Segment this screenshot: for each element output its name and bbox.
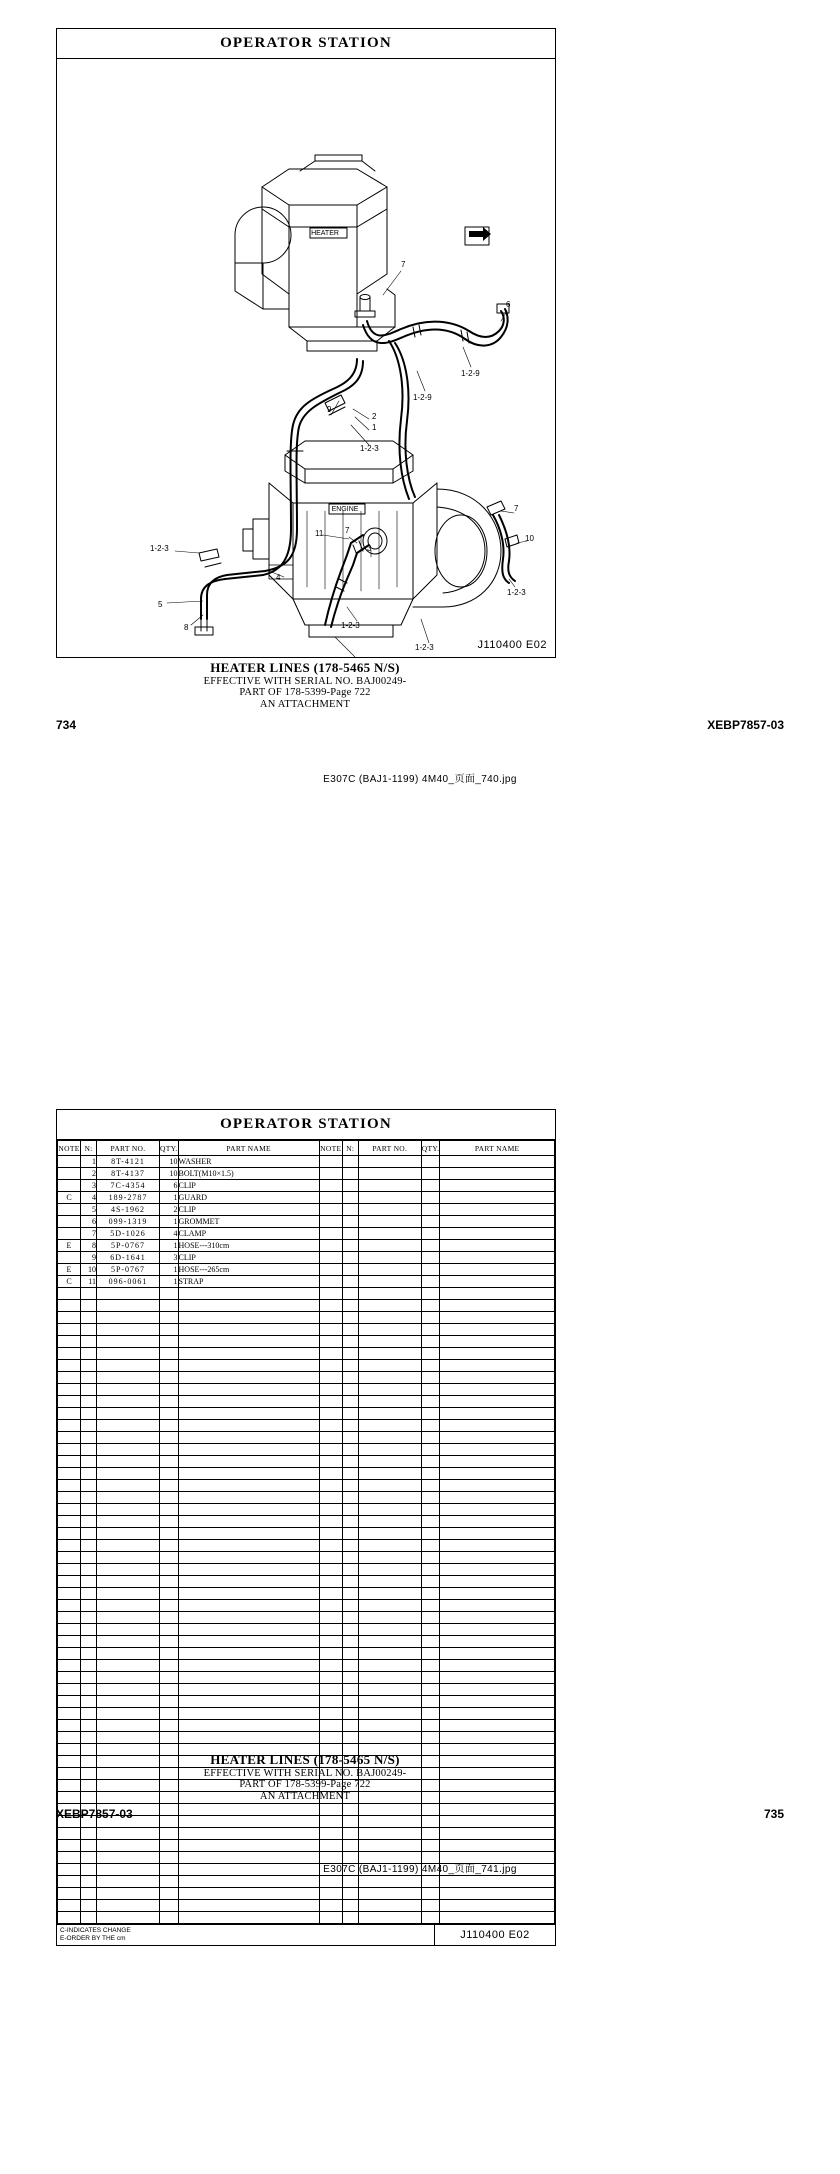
scan-filename-reference-2: E307C (BAJ1-1199) 4M40_页面_741.jpg [323, 1864, 517, 1875]
document-number-2: XEBP7857-03 [56, 1807, 133, 1821]
cell-part-name-r [440, 1192, 555, 1204]
table-row-empty [58, 1408, 555, 1420]
table-row-empty [58, 1288, 555, 1300]
header-qty-left: QTY. [160, 1141, 179, 1156]
table-row-empty [58, 1324, 555, 1336]
catalog-page-734 [0, 0, 840, 1085]
callout-1-2-9a: 1-2-9 [461, 369, 480, 378]
cell-n-r [342, 1168, 358, 1180]
footnotes [57, 1925, 435, 1945]
table-row-empty [58, 1348, 555, 1360]
cell-n-r [342, 1240, 358, 1252]
cell-qty: 10 [160, 1156, 179, 1168]
cell-qty: 1 [160, 1192, 179, 1204]
cell-part-name-r [440, 1240, 555, 1252]
table-row-empty [58, 1576, 555, 1588]
cell-note-r [319, 1276, 342, 1288]
callout-4: 4 [276, 573, 281, 582]
header-partno-left: PART NO. [97, 1141, 160, 1156]
catalog-page-735 [0, 1085, 840, 2174]
callout-1-2-3e: 1-2-3 [415, 643, 434, 652]
table-row-empty [58, 1420, 555, 1432]
callout-7a: 7 [401, 260, 406, 269]
cell-qty: 10 [160, 1168, 179, 1180]
table-row-empty [58, 1456, 555, 1468]
cell-part-no-r [358, 1216, 421, 1228]
cell-part-no: 7C-4354 [97, 1180, 160, 1192]
drawing-area [57, 59, 555, 657]
cell-qty: 3 [160, 1252, 179, 1264]
table-row-empty [58, 1504, 555, 1516]
cell-qty: 6 [160, 1180, 179, 1192]
callout-8: 8 [184, 623, 189, 632]
callout-1-2-3c: 1-2-3 [507, 588, 526, 597]
table-row-empty [58, 1528, 555, 1540]
table-row-empty [58, 1552, 555, 1564]
cell-part-name-r [440, 1204, 555, 1216]
cell-note [58, 1204, 81, 1216]
table-row-empty [58, 1312, 555, 1324]
table-row [58, 1192, 555, 1204]
cell-qty-r [421, 1252, 440, 1264]
table-row-empty [58, 1564, 555, 1576]
cell-part-name: CLAMP [178, 1228, 319, 1240]
page-number-2: 735 [763, 1807, 784, 1821]
cell-note [58, 1168, 81, 1180]
header-partno-right: PART NO. [358, 1141, 421, 1156]
header-partname-left: PART NAME [178, 1141, 319, 1156]
cell-note-r [319, 1228, 342, 1240]
cell-qty-r [421, 1180, 440, 1192]
cell-part-name-r [440, 1216, 555, 1228]
cell-n-r [342, 1204, 358, 1216]
cell-qty-r [421, 1264, 440, 1276]
cell-note: E [58, 1240, 81, 1252]
heater-label: HEATER [311, 230, 339, 237]
cell-n: 10 [81, 1264, 97, 1276]
cell-part-name: GROMMET [178, 1216, 319, 1228]
header-qty-right: QTY. [421, 1141, 440, 1156]
table-header-row [58, 1141, 555, 1156]
cell-n: 4 [81, 1192, 97, 1204]
cell-note: E [58, 1264, 81, 1276]
table-row-empty [58, 1384, 555, 1396]
cell-n-r [342, 1264, 358, 1276]
cell-n: 3 [81, 1180, 97, 1192]
cell-n: 8 [81, 1240, 97, 1252]
callout-3: 3 [367, 544, 372, 553]
cell-note-r [319, 1204, 342, 1216]
table-row [58, 1276, 555, 1288]
table-row-empty [58, 1588, 555, 1600]
table-row [58, 1204, 555, 1216]
callout-1-2-9b: 1-2-9 [413, 393, 432, 402]
cell-n-r [342, 1180, 358, 1192]
cell-part-no: 099-1319 [97, 1216, 160, 1228]
cell-part-no-r [358, 1240, 421, 1252]
cell-qty-r [421, 1204, 440, 1216]
figure-caption-2 [56, 1753, 554, 1803]
header-partname-right: PART NAME [440, 1141, 555, 1156]
caption-line-3: PART OF 178-5399-Page 722 [239, 687, 371, 699]
caption2-line-2: EFFECTIVE WITH SERIAL NO. BAJ00249- [203, 1767, 407, 1779]
scan-filename-reference: E307C (BAJ1-1199) 4M40_页面_740.jpg [323, 774, 517, 785]
cell-part-name: HOSE---265cm [178, 1264, 319, 1276]
page-number: 734 [56, 718, 77, 732]
diagram-frame [56, 28, 556, 658]
callout-1: 1 [372, 423, 377, 432]
table-row [58, 1240, 555, 1252]
cell-qty: 1 [160, 1264, 179, 1276]
cell-part-name-r [440, 1168, 555, 1180]
callout-10: 10 [525, 534, 534, 543]
table-row-empty [58, 1708, 555, 1720]
footnote-line-1: C-INDICATES CHANGE [60, 1927, 131, 1934]
table-row [58, 1228, 555, 1240]
cell-note-r [319, 1252, 342, 1264]
callout-6: 6 [506, 300, 511, 309]
cell-n: 2 [81, 1168, 97, 1180]
table-row [58, 1216, 555, 1228]
table-row [58, 1168, 555, 1180]
table-row [58, 1252, 555, 1264]
cell-part-name-r [440, 1276, 555, 1288]
cell-n-r [342, 1192, 358, 1204]
cell-part-no: 4S-1962 [97, 1204, 160, 1216]
cell-part-no-r [358, 1252, 421, 1264]
cell-n-r [342, 1252, 358, 1264]
cell-part-no: 096-0061 [97, 1276, 160, 1288]
cell-note [58, 1228, 81, 1240]
cell-qty-r [421, 1168, 440, 1180]
footnote-line-2: E-ORDER BY THE cm [60, 1935, 126, 1943]
drawing-code-2: J110400 E02 [460, 1929, 530, 1941]
table-row-empty [58, 1612, 555, 1624]
table-row-empty [58, 1336, 555, 1348]
cell-part-name: GUARD [178, 1192, 319, 1204]
callout-1-2-3a: 1-2-3 [360, 444, 379, 453]
table-row-empty [58, 1600, 555, 1612]
cell-note-r [319, 1264, 342, 1276]
cell-n: 11 [81, 1276, 97, 1288]
cell-qty: 1 [160, 1240, 179, 1252]
cell-part-name: STRAP [178, 1276, 319, 1288]
cell-note [58, 1156, 81, 1168]
callout-1-2-3b: 1-2-3 [150, 544, 169, 553]
table-row-empty [58, 1876, 555, 1888]
cell-n-r [342, 1228, 358, 1240]
cell-qty: 1 [160, 1216, 179, 1228]
callout-11: 11 [315, 529, 324, 538]
cell-qty-r [421, 1228, 440, 1240]
cell-n-r [342, 1156, 358, 1168]
cell-part-no-r [358, 1276, 421, 1288]
cell-part-name-r [440, 1228, 555, 1240]
cell-part-name-r [440, 1264, 555, 1276]
cell-part-no-r [358, 1192, 421, 1204]
cell-part-no-r [358, 1180, 421, 1192]
cell-n-r [342, 1276, 358, 1288]
cell-part-no: 189-2787 [97, 1192, 160, 1204]
cell-part-name: HOSE---310cm [178, 1240, 319, 1252]
cell-note-r [319, 1168, 342, 1180]
table-row-empty [58, 1840, 555, 1852]
cell-n: 9 [81, 1252, 97, 1264]
cell-part-no: 6D-1641 [97, 1252, 160, 1264]
cell-part-no-r [358, 1204, 421, 1216]
caption2-line-4: AN ATTACHMENT [259, 1791, 351, 1803]
callout-2: 2 [372, 412, 377, 421]
heater-lines-illustration [57, 59, 552, 657]
cell-qty-r [421, 1192, 440, 1204]
cell-part-name: CLIP [178, 1252, 319, 1264]
table-row-empty [58, 1540, 555, 1552]
callout-9: 9 [327, 405, 332, 414]
table-row-empty [58, 1684, 555, 1696]
cell-part-name-r [440, 1252, 555, 1264]
cell-part-name: CLIP [178, 1180, 319, 1192]
cell-note-r [319, 1180, 342, 1192]
table-row-empty [58, 1732, 555, 1744]
cell-part-no-r [358, 1228, 421, 1240]
table-row-empty [58, 1672, 555, 1684]
table-row-empty [58, 1468, 555, 1480]
callout-1-2-3d: 1-2-3 [341, 621, 360, 630]
table-row-empty [58, 1900, 555, 1912]
cell-part-no: 5P-0767 [97, 1264, 160, 1276]
cell-part-name-r [440, 1156, 555, 1168]
cell-qty-r [421, 1276, 440, 1288]
cell-part-no-r [358, 1264, 421, 1276]
cell-note [58, 1252, 81, 1264]
frame-title: OPERATOR STATION [57, 29, 555, 59]
header-n-left: N: [81, 1141, 97, 1156]
header-note-left: NOTE [58, 1141, 81, 1156]
caption-line-2: EFFECTIVE WITH SERIAL NO. BAJ00249- [203, 675, 407, 687]
table-footer [57, 1924, 555, 1945]
cell-part-no-r [358, 1168, 421, 1180]
cell-n: 5 [81, 1204, 97, 1216]
table-row-empty [58, 1300, 555, 1312]
cell-note-r [319, 1216, 342, 1228]
cell-qty: 2 [160, 1204, 179, 1216]
table-row-empty [58, 1492, 555, 1504]
cell-part-name: BOLT(M10×1.5) [178, 1168, 319, 1180]
cell-part-no: 5D-1026 [97, 1228, 160, 1240]
table-row-empty [58, 1888, 555, 1900]
figure-caption [56, 661, 554, 711]
cell-part-no: 8T-4121 [97, 1156, 160, 1168]
table-row [58, 1180, 555, 1192]
table-row-empty [58, 1360, 555, 1372]
table-row-empty [58, 1660, 555, 1672]
cell-note: C [58, 1192, 81, 1204]
cell-qty-r [421, 1156, 440, 1168]
cell-note-r [319, 1192, 342, 1204]
cell-n: 6 [81, 1216, 97, 1228]
callout-7c: 7 [345, 526, 350, 535]
cell-n-r [342, 1216, 358, 1228]
table-row-empty [58, 1624, 555, 1636]
cell-part-name-r [440, 1180, 555, 1192]
document-number: XEBP7857-03 [707, 718, 784, 732]
caption2-line-3: PART OF 178-5399-Page 722 [239, 1779, 371, 1791]
table-row-empty [58, 1912, 555, 1924]
caption-line-4: AN ATTACHMENT [259, 699, 351, 711]
cell-n: 1 [81, 1156, 97, 1168]
header-note-right: NOTE [319, 1141, 342, 1156]
callout-7b: 7 [514, 504, 519, 513]
table-row-empty [58, 1636, 555, 1648]
table-row-empty [58, 1372, 555, 1384]
callout-5: 5 [158, 600, 163, 609]
table-row-empty [58, 1696, 555, 1708]
cell-part-name: WASHER [178, 1156, 319, 1168]
cell-note [58, 1180, 81, 1192]
table-row-empty [58, 1828, 555, 1840]
table-row [58, 1156, 555, 1168]
cell-note: C [58, 1276, 81, 1288]
table-row [58, 1264, 555, 1276]
drawing-code: J110400 E02 [477, 639, 547, 651]
cell-qty: 1 [160, 1276, 179, 1288]
table-row-empty [58, 1396, 555, 1408]
table-row-empty [58, 1648, 555, 1660]
table-row-empty [58, 1720, 555, 1732]
cell-qty-r [421, 1240, 440, 1252]
engine-label: ENGINE [331, 506, 359, 513]
cell-part-no-r [358, 1156, 421, 1168]
caption-line-1: HEATER LINES (178-5465 N/S) [210, 660, 400, 675]
table-row-empty [58, 1444, 555, 1456]
cell-note-r [319, 1156, 342, 1168]
table-row-empty [58, 1432, 555, 1444]
cell-n: 7 [81, 1228, 97, 1240]
cell-part-no: 5P-0767 [97, 1240, 160, 1252]
table-row-empty [58, 1516, 555, 1528]
header-n-right: N: [342, 1141, 358, 1156]
frame-title-2: OPERATOR STATION [57, 1110, 555, 1140]
cell-part-no: 8T-4137 [97, 1168, 160, 1180]
table-row-empty [58, 1480, 555, 1492]
cell-note-r [319, 1240, 342, 1252]
cell-qty: 4 [160, 1228, 179, 1240]
caption2-line-1: HEATER LINES (178-5465 N/S) [210, 1752, 400, 1767]
cell-note [58, 1216, 81, 1228]
cell-qty-r [421, 1216, 440, 1228]
cell-part-name: CLIP [178, 1204, 319, 1216]
